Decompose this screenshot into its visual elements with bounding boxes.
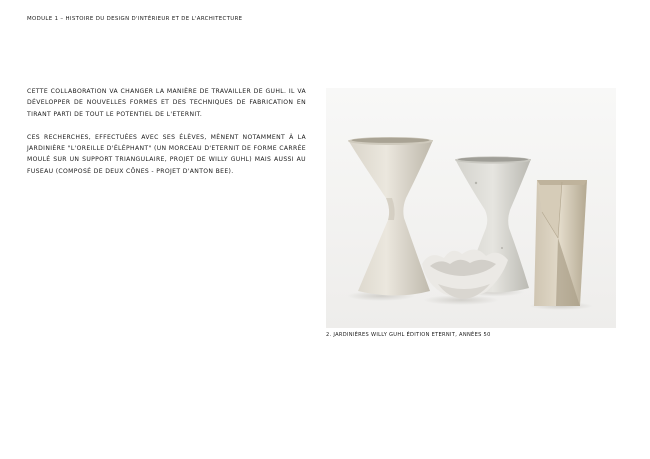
body-text [27,86,306,189]
planters-photo [326,88,616,328]
paragraph-research: CES RECHERCHES, EFFECTUÉES AVEC SES ÉLÈVES, MÈNENT NOTAMMENT À LA JARDINIÈRE "L'OREILLE D'ÉLÉPHANT" (UN MORCEAU D'ETERNIT DE FORME CARRÉE MOULÉ SUR UN SUPPORT TRIANGULAIRE, PROJET DE WILLY GUHL) MAIS AUSSI AU FUSEAU (COMPOSÉ DE DEUX CÔNES - PROJET D'ANTON BEE). [27,133,306,175]
paragraph-collaboration: CETTE COLLABORATION VA CHANGER LA MANIÈRE DE TRAVAILLER DE GUHL. IL VA DÉVELOPPER DE NOUVELLES FORMES ET DES TECHNIQUES DE FABRICATION EN TIRANT PARTI DE TOUT LE POTENTIEL DE L'ETERNIT. [27,88,306,118]
triangle-planter [534,180,587,306]
figure-caption: 2. JARDINIÈRES WILLY GUHL ÉDITION ETERNIT, ANNÉES 50 [326,332,491,338]
module-header: MODULE 1 – HISTOIRE DU DESIGN D'INTÉRIEUR ET DE L'ARCHITECTURE [27,16,243,22]
planters-illustration [326,88,616,328]
